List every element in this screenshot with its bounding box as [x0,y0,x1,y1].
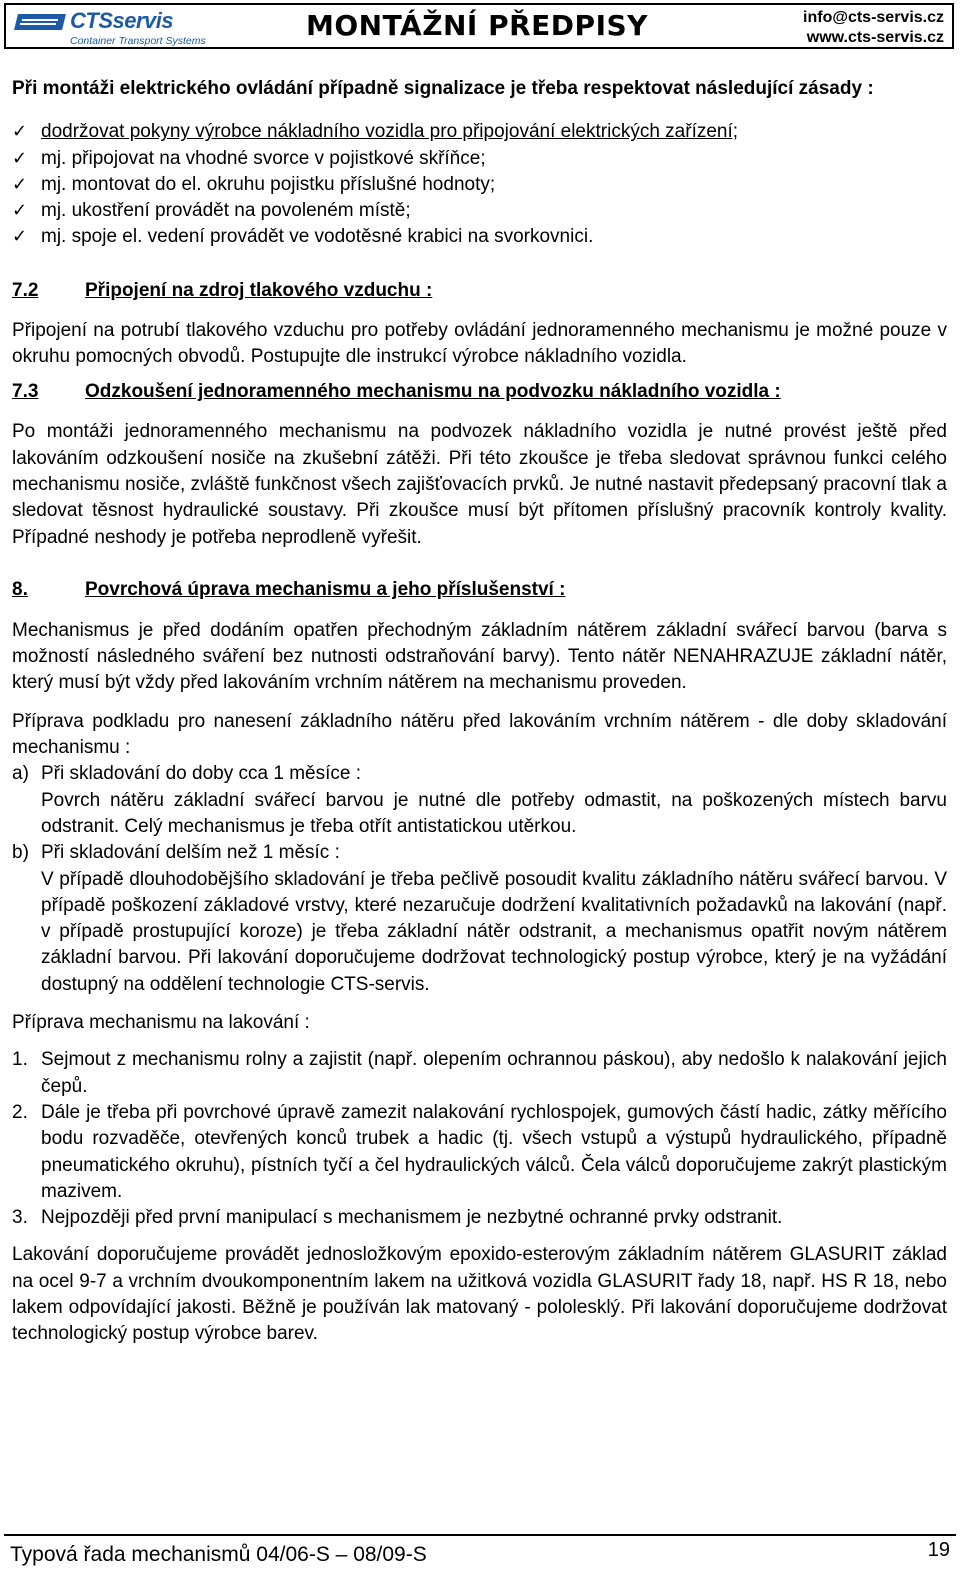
storage-case-b [12,840,947,998]
section-title: Povrchová úprava mechanismu a jeho příslušenství : [85,578,566,600]
website-link[interactable]: www.cts-servis.cz [806,29,944,46]
footer-series-label: Typová řada mechanismů 04/06-S – 08/09-S [10,1543,427,1566]
final-paragraph: Lakování doporučujeme provádět jednosložkovým epoxido-esterovým základním nátěrem GLASURIT základ na ocel 9-7 a vrchním dvoukomponentním lakem na užitková vozidla GLASURIT řady 18, např. HS R 18, nebo lakem odpovídající jakosti. Běžně je používán lak matovaný - pololesklý. Při lakování doporučujeme dodržovat technologický postup výrobce barev. [12,1244,947,1345]
page-footer [4,1534,956,1570]
check-icon: ✓ [12,173,28,195]
section-number: 7.2 [12,279,39,301]
email-link[interactable]: info@cts-servis.cz [803,9,944,26]
step-number: 1. [12,1049,28,1071]
check-icon: ✓ [12,226,28,248]
section-7-2-text: Připojení na potrubí tlakového vzduchu pro potřeby ovládání jednoramenného mechanismu je možné pouze v okruhu pomocných obvodů. Postupujte dle instrukcí výrobce nákladního vozidla. [12,319,947,368]
section-title: Odzkoušení jednoramenného mechanismu na podvozku nákladního vozidla : [85,381,781,403]
checklist-item: ✓ mj. montovat do el. okruhu pojistku příslušné hodnoty; [12,172,947,198]
item-label: a) [12,763,29,785]
preparation-step [12,1047,947,1100]
checklist-item: ✓ mj. připojovat na vhodné svorce v pojistkové skříňce; [12,146,947,172]
section-number: 8. [12,578,28,600]
page-content [12,76,947,1348]
check-icon: ✓ [12,147,28,169]
step-text: Nejpozději před první manipulací s mechanismem je nezbytné ochranné prvky odstranit. [41,1207,783,1229]
logo-subtext: Container Transport Systems [70,35,206,47]
contact-block [803,8,944,48]
item-heading: Při skladování delším než 1 měsíc : [41,842,340,864]
section-7-3-text: Po montáži jednoramenného mechanismu na podvozek nákladního vozidla je nutné provést ještě před lakováním odzkoušení nosiče na zkušební zátěži. Při této zkoušce je třeba sledovat správnou funkci celého mechanismu nosiče, zvláště funkčnost všech zajišťovacích prvků. Je nutné nastavit předepsaný pracovní tlak a sledovat těsnost hydraulické soustavy. Při zkoušce musí být přítomen příslušný pracovník kontroly kvality. Případné neshody je potřeba neprodleně vyřešit. [12,421,947,548]
check-icon: ✓ [12,200,28,222]
section-8-paragraph-1: Mechanismus je před dodáním opatřen přechodným základním nátěrem základní svářecí barvou (barva s možností následného sváření bez nutnosti odstraňování barvy). Tento nátěr NENAHRAZUJE základní nátěr, který musí být vždy před lakováním vrchním nátěrem na mechanismu proveden. [12,619,947,694]
page-header [4,3,954,49]
section-7-3-heading [12,379,947,405]
section-title: Připojení na zdroj tlakového vzduchu : [85,279,433,301]
section-8-paragraph-2: Příprava podkladu pro nanesení základního nátěru před lakováním vrchním nátěrem - dle doby skladování mechanismu : [12,710,947,759]
logo-text: CTSservis [70,8,174,33]
section-8-heading [12,577,947,603]
section-number: 7.3 [12,381,39,403]
step-number: 3. [12,1207,28,1229]
company-logo [14,8,206,48]
preparation-step [12,1205,947,1231]
checklist [12,119,947,250]
item-text: Povrch nátěru základní svářecí barvou je nutné dle potřeby odmastit, na poškozených místech barvu odstranit. Celý mechanismus je třeba otřít antistatickou utěrkou. [41,789,947,837]
intro-paragraph: Při montáži elektrického ovládání případně signalizace je třeba respektovat následující zásady : [12,78,874,99]
check-icon: ✓ [12,121,28,143]
checklist-item: ✓ mj. spoje el. vedení provádět ve vodotěsné krabici na svorkovnici. [12,224,947,250]
step-text: Sejmout z mechanismu rolny a zajistit (např. olepením ochrannou páskou), aby nedošlo k nalakování jejich čepů. [41,1049,947,1097]
cts-logo-mark [14,10,70,34]
step-number: 2. [12,1101,28,1123]
preparation-heading: Příprava mechanismu na lakování : [12,1012,310,1034]
step-text: Dále je třeba při povrchové úpravě zamezit nalakování rychlospojek, gumových částí hadic, zátky měřícího bodu rozvaděče, otevřených konců trubek a hadic (tj. všech vstupů a výstupů hydraulického, případně pneumatického okruhu), pístních tyčí a čel hydraulických válců. Čela válců doporučujeme zakrýt plastickým mazivem. [41,1101,947,1202]
item-text: V případě dlouhodobějšího skladování je třeba pečlivě posoudit kvalitu základního nátěru svářecí barvou. V případě poškození základové vrstvy, které nezaručuje dodržení kvalitativních požadavků na lakování (např. v případě prostupující koroze) je třeba základní nátěr odstranit, a mechanismus opatřit novým nátěrem základní barvou. Při lakování doporučujeme dodržovat technologický postup výrobce, který je na vyžádání dostupný na oddělení technologie CTS-servis. [41,868,947,995]
preparation-step [12,1100,947,1205]
item-heading: Při skladování do doby cca 1 měsíce : [41,763,361,785]
section-7-2-heading [12,278,947,304]
document-title: MONTÁŽNÍ PŘEDPISY [306,9,648,42]
checklist-item: ✓ mj. ukostření provádět na povoleném místě; [12,198,947,224]
page-number: 19 [927,1539,950,1561]
checklist-item: ✓ dodržovat pokyny výrobce nákladního vozidla pro připojování elektrických zařízení; [12,119,947,145]
item-label: b) [12,842,29,864]
storage-case-a [12,761,947,840]
